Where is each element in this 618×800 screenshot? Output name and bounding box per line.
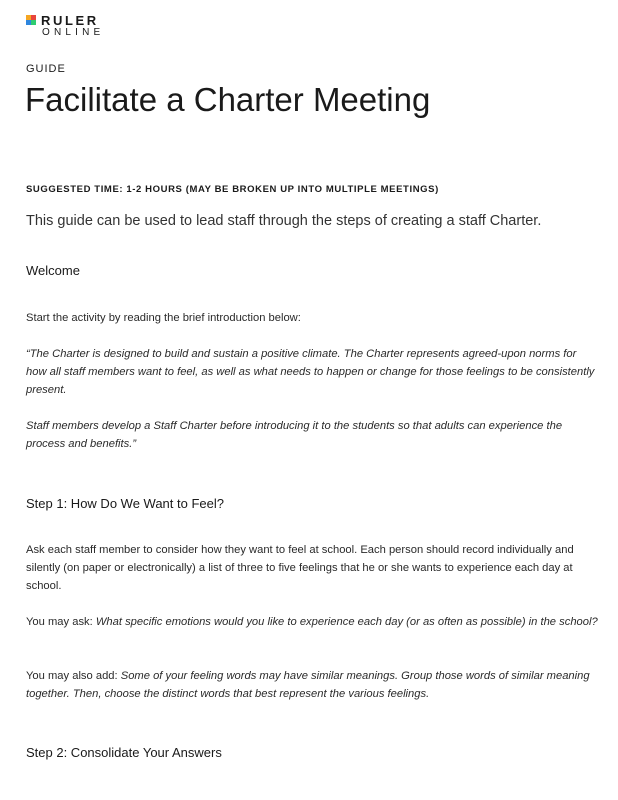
step1-paragraph-3: [26, 667, 598, 703]
section-heading-step2: Step 2: Consolidate Your Answers: [26, 745, 222, 760]
logo-mark-icon: [26, 15, 36, 25]
welcome-lead: Start the activity by reading the brief introduction below:: [26, 312, 301, 324]
logo-wordmark-online: ONLINE: [42, 27, 105, 38]
logo-square-green: [31, 20, 36, 25]
section-heading-step1: Step 1: How Do We Want to Feel?: [26, 496, 224, 511]
welcome-quote-1: “The Charter is designed to build and sustain a positive climate. The Charter represents agreed-upon norms for how all staff members want to feel, as well as what needs to happen or change for those feelings to be consistently present.: [26, 348, 595, 397]
page-title: Facilitate a Charter Meeting: [25, 81, 431, 118]
welcome-quote-2: Staff members develop a Staff Charter before introducing it to the students so that adults can experience the process and benefits.”: [26, 420, 563, 451]
intro-text: This guide can be used to lead staff through the steps of creating a staff Charter.: [26, 213, 542, 229]
guide-label: GUIDE: [26, 63, 66, 75]
step1-paragraph-2: [26, 613, 598, 631]
step1-paragraph-1: Ask each staff member to consider how they want to feel at school. Each person should record individually and silently (on paper or electronically) a list of three to five feelings that he or she wants to experience each day at school.: [26, 544, 574, 593]
suggested-time: SUGGESTED TIME: 1-2 HOURS (MAY BE BROKEN UP INTO MULTIPLE MEETINGS): [26, 184, 439, 195]
step1-p2-question: What specific emotions would you like to experience each day (or as often as possible) in the school?: [95, 616, 598, 628]
step1-p3-instruction: Some of your feeling words may have similar meanings. Group those words of similar meaning together. Then, choose the distinct words that best represent the various feelings.: [26, 670, 590, 701]
logo-wordmark-ruler: RULER: [41, 13, 99, 28]
step1-p3-prefix: You may also add:: [26, 670, 121, 682]
section-heading-welcome: Welcome: [26, 263, 80, 278]
step1-p2-prefix: You may ask:: [26, 616, 96, 628]
